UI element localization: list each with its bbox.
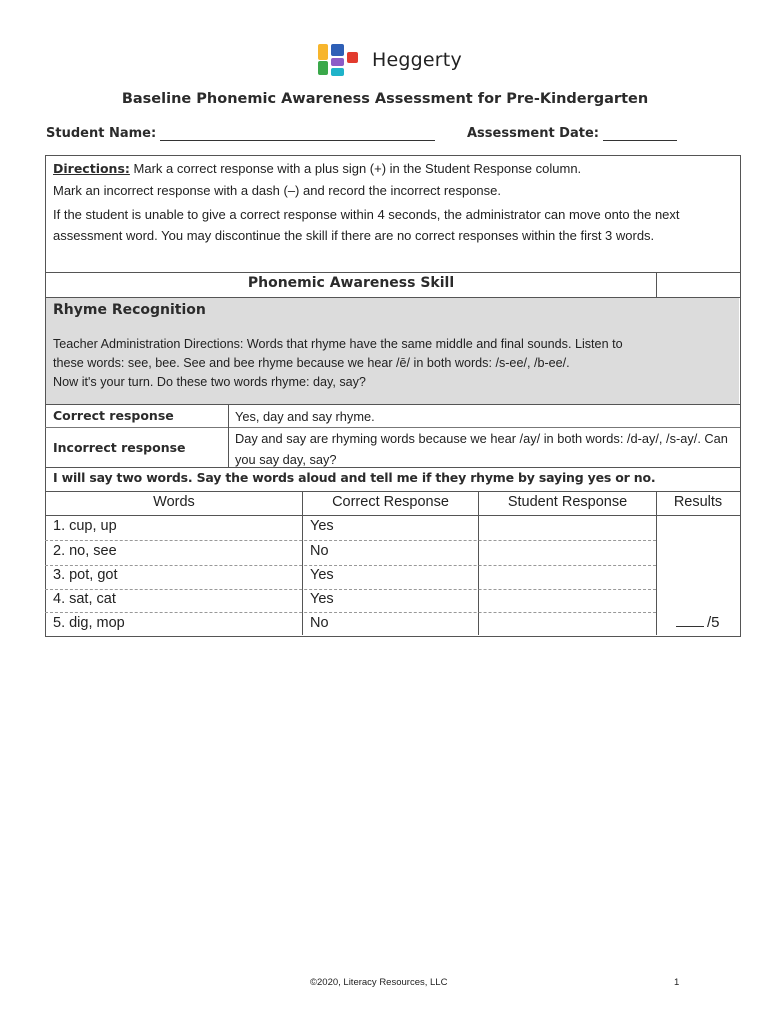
- instruction-text: I will say two words. Say the words aloud and tell me if they rhyme by saying yes or no.: [53, 470, 656, 485]
- directions-line-3: If the student is unable to give a correct response within 4 seconds, the administrator can move onto the next assessment word. You may discontinue the skill if there are no correct responses within the first 3 words.: [53, 207, 680, 243]
- assessment-date-label: Assessment Date:: [467, 126, 599, 141]
- incorrect-response-text: Day and say are rhyming words because we hear /ay/ in both words: /d-ay/, /s-ay/. Can you say day, say?: [235, 431, 728, 467]
- student-response-cell[interactable]: [479, 566, 656, 589]
- logo-block-purple: [331, 58, 344, 66]
- document-title: Baseline Phonemic Awareness Assessment for Pre-Kindergarten: [121, 91, 649, 107]
- section-title: Rhyme Recognition: [53, 302, 206, 318]
- table-row-correct: No: [310, 615, 329, 631]
- table-row-words: 1. cup, up: [53, 518, 117, 534]
- table-row-correct: No: [310, 543, 329, 559]
- teacher-directions-line-3: Now it's your turn. Do these two words rhyme: day, say?: [53, 375, 366, 389]
- logo-mark: [318, 44, 360, 76]
- logo-block-yellow: [318, 44, 328, 60]
- table-row-correct: Yes: [310, 591, 334, 607]
- header-words: Words: [153, 494, 195, 510]
- header-results: Results: [673, 494, 723, 510]
- rule-skill-header-bottom: [45, 297, 740, 298]
- rule-section-bottom: [45, 404, 740, 405]
- student-response-cell[interactable]: [479, 613, 656, 635]
- results-total[interactable]: [676, 614, 720, 631]
- logo-block-green: [318, 61, 328, 75]
- directions-block: [53, 158, 733, 246]
- student-name-blank[interactable]: [160, 127, 435, 141]
- heggerty-logo: [318, 44, 462, 76]
- table-row-correct: Yes: [310, 567, 334, 583]
- logo-block-red: [347, 52, 358, 63]
- rule-col-1: [302, 491, 303, 635]
- assessment-date-blank[interactable]: [603, 127, 677, 141]
- student-response-cell[interactable]: [479, 516, 656, 540]
- results-blank[interactable]: [676, 614, 704, 627]
- student-name-field[interactable]: [46, 126, 435, 141]
- header-correct-response: Correct Response: [332, 494, 449, 510]
- directions-label: Directions:: [53, 161, 130, 176]
- teacher-directions: [53, 335, 743, 392]
- rule-instruction-bottom: [45, 491, 740, 492]
- assessment-date-field[interactable]: [467, 126, 677, 141]
- rule-directions-bottom: [45, 272, 740, 273]
- table-row-words: 4. sat, cat: [53, 591, 116, 607]
- logo-block-blue: [331, 44, 344, 56]
- teacher-directions-line-1: Teacher Administration Directions: Words that rhyme have the same middle and final sounds. Listen to: [53, 337, 623, 351]
- results-total-label: /5: [707, 614, 720, 631]
- correct-response-text: Yes, day and say rhyme.: [235, 409, 375, 424]
- teacher-directions-line-2: these words: see, bee. See and bee rhyme because we hear /ē/ in both words: /s-ee/, /b-ee/.: [53, 356, 570, 370]
- student-response-cell[interactable]: [479, 590, 656, 612]
- header-student-response: Student Response: [507, 494, 628, 510]
- footer-copyright: ©2020, Literacy Resources, LLC: [310, 977, 448, 988]
- table-row-words: 5. dig, mop: [53, 615, 125, 631]
- table-row-words: 2. no, see: [53, 543, 117, 559]
- student-response-cell[interactable]: [479, 541, 656, 565]
- skill-header: Phonemic Awareness Skill: [247, 275, 455, 291]
- page-number: 1: [674, 977, 680, 988]
- table-row-words: 3. pot, got: [53, 567, 118, 583]
- rule-skill-header-divider: [656, 272, 657, 297]
- table-row-correct: Yes: [310, 518, 334, 534]
- student-name-label: Student Name:: [46, 126, 157, 141]
- logo-block-teal: [331, 68, 344, 76]
- correct-response-label: Correct response: [53, 408, 174, 423]
- logo-text: Heggerty: [372, 49, 462, 71]
- rule-col-3: [656, 491, 657, 635]
- incorrect-response-label: Incorrect response: [53, 440, 186, 455]
- directions-line-1: Mark a correct response with a plus sign (+) in the Student Response column.: [129, 161, 582, 176]
- directions-line-2: Mark an incorrect response with a dash (–) and record the incorrect response.: [53, 183, 501, 198]
- rule-response-divider: [228, 404, 229, 467]
